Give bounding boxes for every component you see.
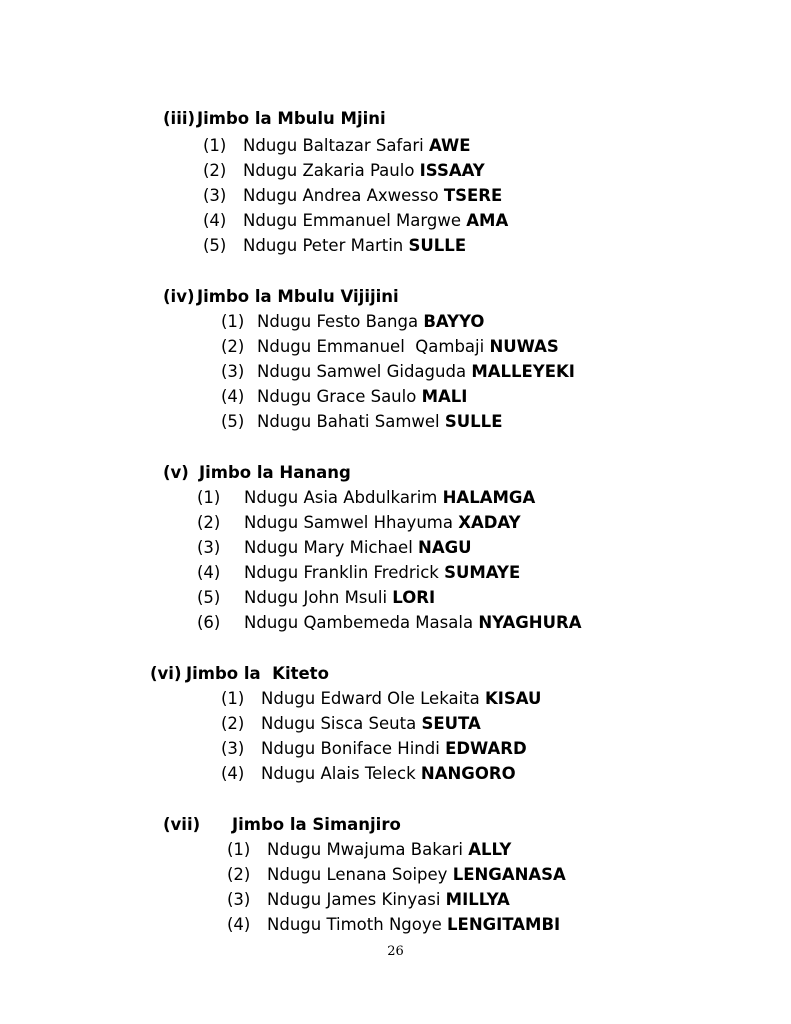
item-name: Ndugu Edward Ole Lekaita — [261, 689, 480, 708]
item-name: Ndugu Timoth Ngoye — [267, 915, 442, 934]
list-item — [197, 538, 472, 558]
item-name: Ndugu Mary Michael — [244, 538, 413, 557]
item-name: Ndugu Emmanuel Qambaji — [257, 337, 485, 356]
item-surname: KISAU — [484, 689, 542, 708]
item-number: (2) — [221, 714, 245, 733]
item-number: (2) — [203, 161, 227, 180]
item-surname: MALLEYEKI — [471, 362, 575, 381]
list-item — [221, 312, 484, 332]
item-name: Ndugu Andrea Axwesso — [243, 186, 439, 205]
list-item — [203, 186, 502, 206]
item-surname: NANGORO — [420, 764, 516, 783]
item-number: (4) — [221, 387, 245, 406]
item-surname: NYAGHURA — [478, 613, 582, 632]
item-number: (6) — [197, 613, 221, 632]
item-number: (3) — [221, 362, 245, 381]
list-item — [221, 337, 559, 357]
section-number: (vii) — [163, 815, 201, 834]
item-surname: MILLYA — [445, 890, 510, 909]
item-name: Ndugu Franklin Fredrick — [244, 563, 439, 582]
item-surname: XADAY — [458, 513, 521, 532]
item-name: Ndugu Sisca Seuta — [261, 714, 417, 733]
item-name: Ndugu Zakaria Paulo — [243, 161, 415, 180]
section-title: Jimbo la Simanjiro — [232, 815, 401, 834]
section-title: Jimbo la Hanang — [199, 463, 351, 482]
list-item — [197, 563, 520, 583]
item-surname: BAYYO — [423, 312, 485, 331]
item-number: (2) — [227, 865, 251, 884]
item-name: Ndugu Boniface Hindi — [261, 739, 440, 758]
item-number: (1) — [203, 136, 227, 155]
item-surname: LENGANASA — [452, 865, 566, 884]
list-item — [221, 387, 467, 407]
item-surname: MALI — [421, 387, 468, 406]
section-title: Jimbo la Mbulu Mjini — [197, 109, 386, 128]
item-surname: ALLY — [468, 840, 512, 859]
item-name: Ndugu Grace Saulo — [257, 387, 417, 406]
item-number: (4) — [227, 915, 251, 934]
list-item — [203, 211, 508, 231]
item-name: Ndugu Emmanuel Margwe — [243, 211, 461, 230]
item-number: (5) — [197, 588, 221, 607]
item-number: (1) — [197, 488, 221, 507]
item-name: Ndugu Qambemeda Masala — [244, 613, 474, 632]
item-name: Ndugu Lenana Soipey — [267, 865, 448, 884]
section-heading-vii — [163, 815, 401, 835]
item-number: (5) — [221, 412, 245, 431]
list-item — [227, 915, 560, 935]
item-surname: SULLE — [444, 412, 503, 431]
item-number: (3) — [227, 890, 251, 909]
list-item — [203, 236, 466, 256]
item-name: Ndugu Asia Abdulkarim — [244, 488, 438, 507]
item-surname: HALAMGA — [442, 488, 536, 507]
list-item — [203, 161, 485, 181]
item-name: Ndugu Peter Martin — [243, 236, 404, 255]
list-item — [227, 865, 566, 885]
item-name: Ndugu Samwel Hhayuma — [244, 513, 453, 532]
item-name: Ndugu Mwajuma Bakari — [267, 840, 463, 859]
item-number: (1) — [227, 840, 251, 859]
item-surname: SUMAYE — [444, 563, 521, 582]
list-item — [221, 764, 516, 784]
section-number: (v) — [163, 463, 189, 482]
page-number: 26 — [387, 944, 404, 959]
item-surname: NAGU — [418, 538, 472, 557]
item-surname: SULLE — [408, 236, 467, 255]
item-surname: TSERE — [443, 186, 503, 205]
section-heading-v — [163, 463, 351, 483]
list-item — [221, 739, 527, 759]
item-name: Ndugu Alais Teleck — [261, 764, 416, 783]
item-surname: ISSAAY — [419, 161, 485, 180]
item-number: (3) — [203, 186, 227, 205]
item-number: (3) — [197, 538, 221, 557]
item-number: (2) — [197, 513, 221, 532]
section-number: (iv) — [163, 287, 195, 306]
list-item — [221, 412, 502, 432]
item-name: Ndugu Samwel Gidaguda — [257, 362, 467, 381]
section-number: (iii) — [163, 109, 196, 128]
item-number: (4) — [221, 764, 245, 783]
item-surname: LORI — [392, 588, 436, 607]
list-item — [221, 362, 575, 382]
list-item — [221, 714, 481, 734]
item-number: (4) — [203, 211, 227, 230]
section-title: Jimbo la Kiteto — [186, 664, 329, 683]
section-title: Jimbo la Mbulu Vijijini — [197, 287, 399, 306]
item-number: (3) — [221, 739, 245, 758]
item-number: (5) — [203, 236, 227, 255]
section-heading-vi — [150, 664, 329, 684]
list-item — [197, 588, 435, 608]
list-item — [197, 513, 521, 533]
section-number: (vi) — [150, 664, 182, 683]
item-number: (2) — [221, 337, 245, 356]
list-item — [197, 488, 535, 508]
item-surname: AMA — [466, 211, 509, 230]
item-name: Ndugu Bahati Samwel — [257, 412, 440, 431]
item-surname: SEUTA — [421, 714, 481, 733]
list-item — [221, 689, 541, 709]
item-name: Ndugu Baltazar Safari — [243, 136, 424, 155]
item-surname: NUWAS — [489, 337, 559, 356]
item-name: Ndugu James Kinyasi — [267, 890, 441, 909]
list-item — [227, 890, 510, 910]
item-number: (4) — [197, 563, 221, 582]
item-surname: EDWARD — [445, 739, 527, 758]
item-surname: AWE — [428, 136, 471, 155]
list-item — [203, 136, 470, 156]
item-name: Ndugu Festo Banga — [257, 312, 419, 331]
list-item — [197, 613, 582, 633]
item-number: (1) — [221, 312, 245, 331]
item-surname: LENGITAMBI — [447, 915, 561, 934]
section-heading-iv — [163, 287, 399, 307]
section-heading-iii — [163, 109, 386, 129]
item-number: (1) — [221, 689, 245, 708]
item-name: Ndugu John Msuli — [244, 588, 388, 607]
list-item — [227, 840, 511, 860]
